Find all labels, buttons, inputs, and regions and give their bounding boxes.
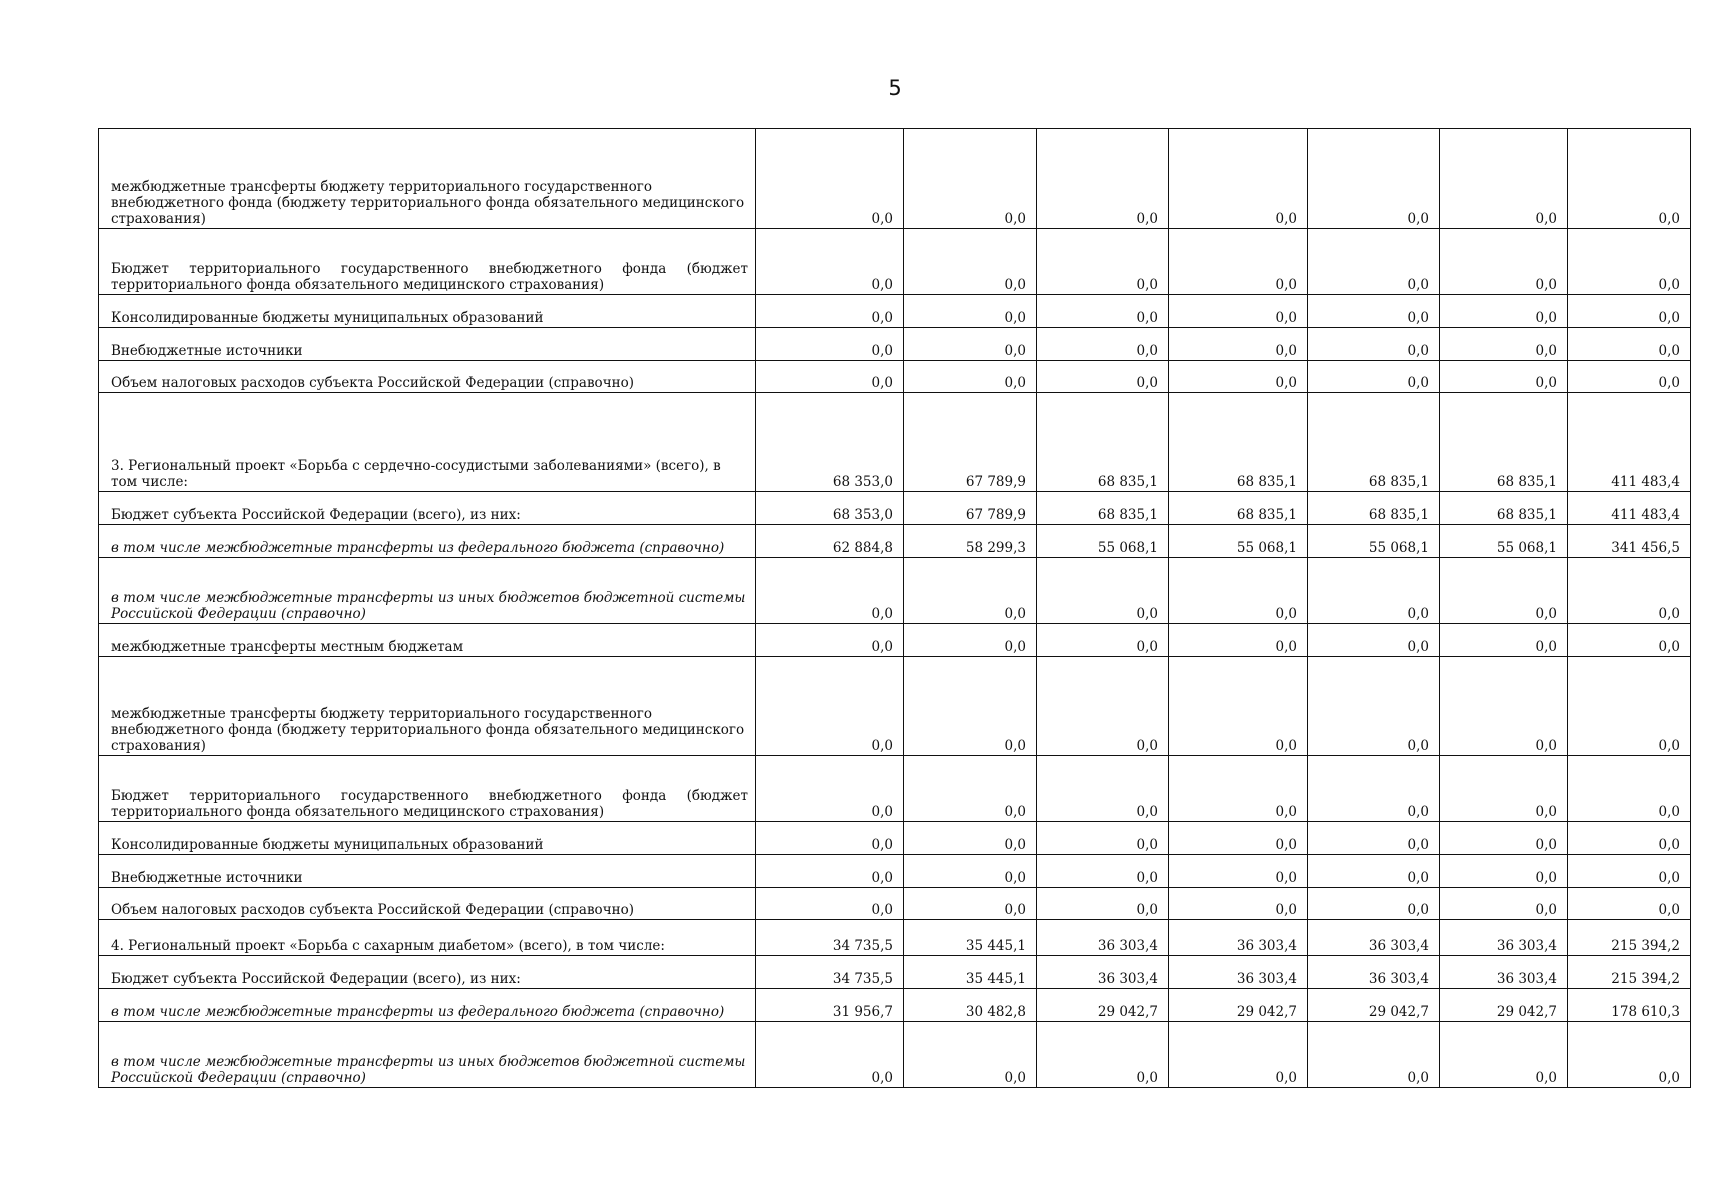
value-cell: 0,0: [1568, 888, 1691, 920]
value-cell: 0,0: [1440, 756, 1568, 822]
table-row: [99, 624, 1691, 657]
value-cell: 0,0: [1308, 1022, 1440, 1088]
value-cell: 0,0: [1440, 129, 1568, 229]
value-cell: 0,0: [1037, 822, 1169, 855]
row-label: Консолидированные бюджеты муниципальных образований: [99, 822, 756, 855]
value-cell: 0,0: [1169, 756, 1308, 822]
table-row: [99, 657, 1691, 756]
value-cell: 0,0: [1037, 295, 1169, 328]
value-cell: 0,0: [1169, 888, 1308, 920]
value-cell: 58 299,3: [904, 525, 1037, 558]
table-row: [99, 393, 1691, 492]
value-cell: 55 068,1: [1037, 525, 1169, 558]
value-cell: 0,0: [1037, 756, 1169, 822]
value-cell: 0,0: [756, 361, 904, 393]
value-cell: 68 353,0: [756, 492, 904, 525]
row-label: межбюджетные трансферты местным бюджетам: [99, 624, 756, 657]
value-cell: 0,0: [1037, 888, 1169, 920]
value-cell: 68 835,1: [1440, 393, 1568, 492]
value-cell: 0,0: [1568, 295, 1691, 328]
value-cell: 178 610,3: [1568, 989, 1691, 1022]
value-cell: 36 303,4: [1169, 956, 1308, 989]
value-cell: 29 042,7: [1440, 989, 1568, 1022]
table-row: [99, 492, 1691, 525]
value-cell: 0,0: [904, 624, 1037, 657]
value-cell: 67 789,9: [904, 492, 1037, 525]
row-label: Бюджет территориального государственного внебюджетного фонда (бюджет территориального фонда обязательного медицинского страхования): [99, 229, 756, 295]
value-cell: 0,0: [1037, 1022, 1169, 1088]
value-cell: 30 482,8: [904, 989, 1037, 1022]
row-label: Бюджет субъекта Российской Федерации (всего), из них:: [99, 956, 756, 989]
value-cell: 0,0: [1440, 888, 1568, 920]
value-cell: 0,0: [1308, 129, 1440, 229]
value-cell: 0,0: [756, 624, 904, 657]
table-row: [99, 525, 1691, 558]
row-label: в том числе межбюджетные трансферты из иных бюджетов бюджетной системы Российской Федерации (справочно): [99, 1022, 756, 1088]
value-cell: 0,0: [1308, 361, 1440, 393]
value-cell: 0,0: [1440, 1022, 1568, 1088]
value-cell: 55 068,1: [1440, 525, 1568, 558]
value-cell: 0,0: [756, 328, 904, 361]
value-cell: 0,0: [1169, 129, 1308, 229]
value-cell: 0,0: [1169, 295, 1308, 328]
value-cell: 0,0: [1308, 657, 1440, 756]
value-cell: 0,0: [904, 328, 1037, 361]
value-cell: 68 835,1: [1308, 393, 1440, 492]
value-cell: 29 042,7: [1308, 989, 1440, 1022]
row-label: в том числе межбюджетные трансферты из федерального бюджета (справочно): [99, 525, 756, 558]
value-cell: 0,0: [1037, 328, 1169, 361]
value-cell: 0,0: [1568, 657, 1691, 756]
value-cell: 0,0: [1308, 624, 1440, 657]
value-cell: 0,0: [1440, 229, 1568, 295]
value-cell: 0,0: [904, 657, 1037, 756]
value-cell: 0,0: [904, 229, 1037, 295]
value-cell: 0,0: [1440, 328, 1568, 361]
value-cell: 0,0: [1568, 1022, 1691, 1088]
value-cell: 35 445,1: [904, 956, 1037, 989]
page-number: 5: [888, 76, 902, 100]
value-cell: 0,0: [1308, 822, 1440, 855]
value-cell: 0,0: [904, 129, 1037, 229]
value-cell: 0,0: [1037, 229, 1169, 295]
value-cell: 0,0: [904, 855, 1037, 888]
value-cell: 0,0: [1440, 822, 1568, 855]
value-cell: 215 394,2: [1568, 920, 1691, 956]
budget-table-body: [99, 129, 1691, 1088]
table-row: [99, 328, 1691, 361]
value-cell: 36 303,4: [1037, 920, 1169, 956]
value-cell: 36 303,4: [1037, 956, 1169, 989]
value-cell: 0,0: [1440, 657, 1568, 756]
value-cell: 68 835,1: [1440, 492, 1568, 525]
value-cell: 0,0: [904, 361, 1037, 393]
value-cell: 68 835,1: [1037, 492, 1169, 525]
value-cell: 35 445,1: [904, 920, 1037, 956]
value-cell: 67 789,9: [904, 393, 1037, 492]
value-cell: 36 303,4: [1308, 920, 1440, 956]
value-cell: 36 303,4: [1169, 920, 1308, 956]
value-cell: 0,0: [756, 558, 904, 624]
table-row: [99, 956, 1691, 989]
value-cell: 0,0: [1568, 855, 1691, 888]
value-cell: 0,0: [756, 229, 904, 295]
value-cell: 68 835,1: [1169, 492, 1308, 525]
value-cell: 0,0: [904, 295, 1037, 328]
value-cell: 36 303,4: [1440, 956, 1568, 989]
row-label: Консолидированные бюджеты муниципальных образований: [99, 295, 756, 328]
value-cell: 0,0: [756, 855, 904, 888]
value-cell: 31 956,7: [756, 989, 904, 1022]
value-cell: 341 456,5: [1568, 525, 1691, 558]
table-row: [99, 229, 1691, 295]
value-cell: 0,0: [1568, 756, 1691, 822]
table-row: [99, 129, 1691, 229]
value-cell: 0,0: [756, 129, 904, 229]
row-label: Бюджет субъекта Российской Федерации (всего), из них:: [99, 492, 756, 525]
table-row: [99, 756, 1691, 822]
value-cell: 0,0: [1037, 129, 1169, 229]
value-cell: 0,0: [1169, 328, 1308, 361]
value-cell: 411 483,4: [1568, 393, 1691, 492]
value-cell: 0,0: [904, 888, 1037, 920]
table-row: [99, 822, 1691, 855]
value-cell: 68 835,1: [1308, 492, 1440, 525]
value-cell: 55 068,1: [1169, 525, 1308, 558]
row-label: 3. Региональный проект «Борьба с сердечно-сосудистыми заболеваниями» (всего), в том числе:: [99, 393, 756, 492]
value-cell: 0,0: [1568, 328, 1691, 361]
value-cell: 0,0: [1308, 328, 1440, 361]
value-cell: 29 042,7: [1169, 989, 1308, 1022]
value-cell: 0,0: [1169, 1022, 1308, 1088]
value-cell: 0,0: [1169, 624, 1308, 657]
value-cell: 0,0: [1308, 888, 1440, 920]
value-cell: 0,0: [904, 1022, 1037, 1088]
value-cell: 0,0: [1568, 229, 1691, 295]
value-cell: 55 068,1: [1308, 525, 1440, 558]
row-label: межбюджетные трансферты бюджету территориального государственного внебюджетного фонда (бюджету территориального фонда обязательного медицинского страхования): [99, 129, 756, 229]
value-cell: 0,0: [756, 822, 904, 855]
value-cell: 68 353,0: [756, 393, 904, 492]
value-cell: 0,0: [1308, 229, 1440, 295]
value-cell: 0,0: [1568, 822, 1691, 855]
value-cell: 0,0: [1169, 822, 1308, 855]
value-cell: 0,0: [1169, 855, 1308, 888]
value-cell: 36 303,4: [1308, 956, 1440, 989]
row-label: Внебюджетные источники: [99, 328, 756, 361]
value-cell: 0,0: [756, 888, 904, 920]
value-cell: 0,0: [1037, 855, 1169, 888]
row-label: в том числе межбюджетные трансферты из федерального бюджета (справочно): [99, 989, 756, 1022]
value-cell: 0,0: [1308, 558, 1440, 624]
row-label: Объем налоговых расходов субъекта Российской Федерации (справочно): [99, 888, 756, 920]
table-row: [99, 920, 1691, 956]
table-row: [99, 1022, 1691, 1088]
value-cell: 215 394,2: [1568, 956, 1691, 989]
value-cell: 0,0: [1169, 229, 1308, 295]
value-cell: 0,0: [1568, 624, 1691, 657]
value-cell: 0,0: [1037, 624, 1169, 657]
value-cell: 34 735,5: [756, 956, 904, 989]
value-cell: 0,0: [1440, 361, 1568, 393]
row-label: 4. Региональный проект «Борьба с сахарным диабетом» (всего), в том числе:: [99, 920, 756, 956]
value-cell: 411 483,4: [1568, 492, 1691, 525]
row-label: Внебюджетные источники: [99, 855, 756, 888]
value-cell: 0,0: [1568, 558, 1691, 624]
value-cell: 0,0: [756, 295, 904, 328]
value-cell: 0,0: [904, 822, 1037, 855]
value-cell: 0,0: [1308, 756, 1440, 822]
value-cell: 0,0: [1440, 855, 1568, 888]
value-cell: 0,0: [1169, 558, 1308, 624]
table-row: [99, 361, 1691, 393]
value-cell: 0,0: [1037, 657, 1169, 756]
value-cell: 0,0: [904, 558, 1037, 624]
value-cell: 0,0: [1568, 129, 1691, 229]
table-row: [99, 989, 1691, 1022]
value-cell: 0,0: [1440, 624, 1568, 657]
table-row: [99, 558, 1691, 624]
row-label: Бюджет территориального государственного внебюджетного фонда (бюджет территориального фонда обязательного медицинского страхования): [99, 756, 756, 822]
value-cell: 0,0: [1037, 558, 1169, 624]
value-cell: 0,0: [1440, 295, 1568, 328]
value-cell: 0,0: [1169, 361, 1308, 393]
value-cell: 0,0: [1568, 361, 1691, 393]
value-cell: 0,0: [756, 657, 904, 756]
value-cell: 68 835,1: [1037, 393, 1169, 492]
value-cell: 0,0: [756, 1022, 904, 1088]
value-cell: 29 042,7: [1037, 989, 1169, 1022]
value-cell: 0,0: [1308, 295, 1440, 328]
value-cell: 0,0: [1440, 558, 1568, 624]
table-row: [99, 295, 1691, 328]
value-cell: 34 735,5: [756, 920, 904, 956]
value-cell: 36 303,4: [1440, 920, 1568, 956]
value-cell: 0,0: [756, 756, 904, 822]
value-cell: 68 835,1: [1169, 393, 1308, 492]
table-row: [99, 888, 1691, 920]
row-label: межбюджетные трансферты бюджету территориального государственного внебюджетного фонда (бюджету территориального фонда обязательного медицинского страхования): [99, 657, 756, 756]
budget-table: [98, 128, 1691, 1088]
value-cell: 0,0: [904, 756, 1037, 822]
table-row: [99, 855, 1691, 888]
value-cell: 62 884,8: [756, 525, 904, 558]
value-cell: 0,0: [1169, 657, 1308, 756]
value-cell: 0,0: [1037, 361, 1169, 393]
row-label: в том числе межбюджетные трансферты из иных бюджетов бюджетной системы Российской Федерации (справочно): [99, 558, 756, 624]
row-label: Объем налоговых расходов субъекта Российской Федерации (справочно): [99, 361, 756, 393]
value-cell: 0,0: [1308, 855, 1440, 888]
